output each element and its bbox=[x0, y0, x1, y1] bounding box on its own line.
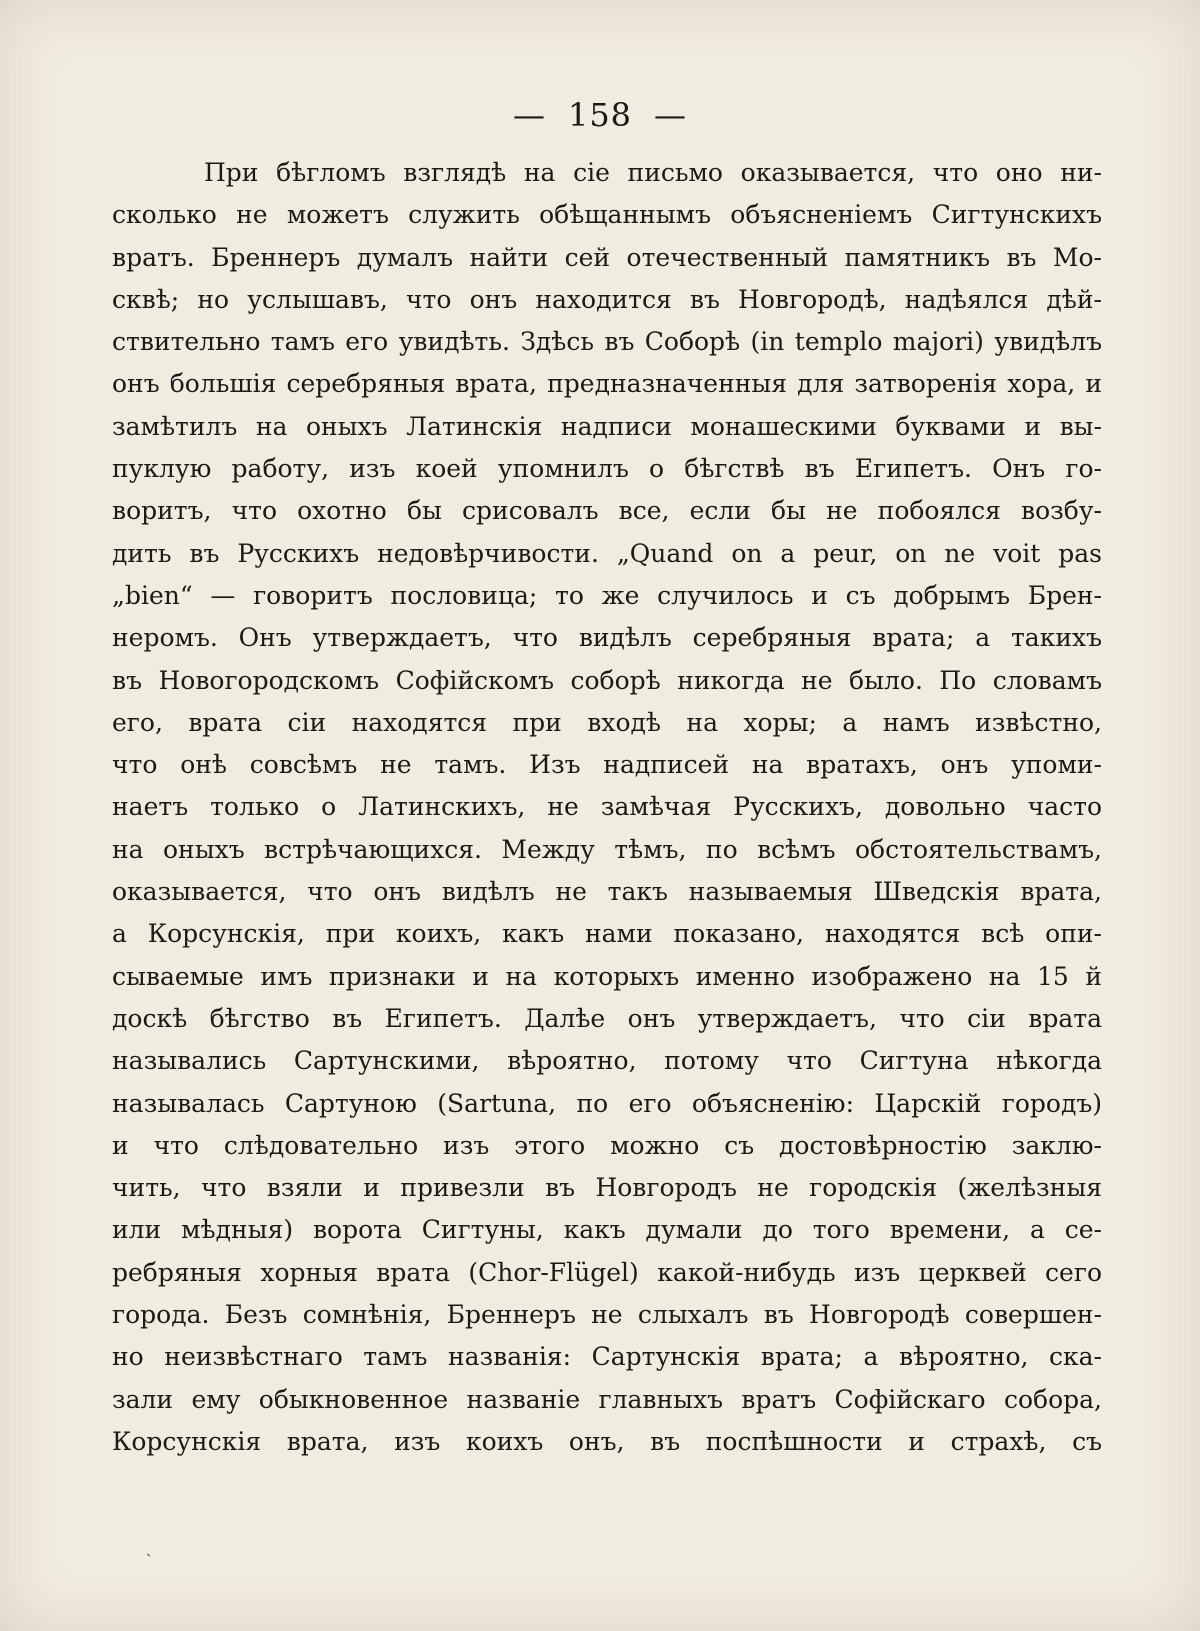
text-line: сколько не можетъ служить обѣщаннымъ объясненіемъ Сигтунскихъ bbox=[112, 200, 1102, 230]
text-line: вратъ. Бреннеръ думалъ найти сей отечественный памятникъ въ Мо- bbox=[112, 242, 1102, 272]
text-line: пуклую работу, изъ коей упомнилъ о бѣгствѣ въ Египетъ. Онъ го- bbox=[112, 454, 1102, 484]
text-line: доскѣ бѣгство въ Египетъ. Далѣе онъ утверждаетъ, что сіи врата bbox=[112, 1003, 1102, 1033]
stray-mark: ˎ bbox=[146, 1538, 152, 1557]
text-line: При бѣгломъ взглядѣ на сіе письмо оказывается, что оно ни- bbox=[204, 158, 1102, 187]
text-line: чить, что взяли и привезли въ Новгородъ не городскія (желѣзныя bbox=[112, 1173, 1102, 1203]
text-line: „bien“ — говоритъ пословица; то же случилось и съ добрымъ Брен- bbox=[112, 580, 1102, 610]
page-header bbox=[0, 96, 1200, 134]
text-line: сквѣ; но услышавъ, что онъ находится въ Новгородѣ, надѣялся дѣй- bbox=[112, 284, 1102, 314]
header-dash-right: — bbox=[654, 96, 688, 134]
text-line: ствительно тамъ его увидѣть. Здѣсь въ Соборѣ (in templo majori) увидѣлъ bbox=[112, 327, 1102, 357]
text-line: но неизвѣстнаго тамъ названія: Сартунскія врата; а вѣроятно, ска- bbox=[112, 1342, 1102, 1372]
text-line: его, врата сіи находятся при входѣ на хоры; а намъ извѣстно, bbox=[112, 707, 1102, 737]
text-line: зали ему обыкновенное названіе главныхъ вратъ Софійскаго собора, bbox=[112, 1384, 1102, 1414]
text-line: наетъ только о Латинскихъ, не замѣчая Русскихъ, довольно часто bbox=[112, 792, 1102, 822]
text-line: ребряныя хорныя врата (Chor-Flügel) какой-нибудь изъ церквей сего bbox=[112, 1257, 1102, 1287]
text-line: на оныхъ встрѣчающихся. Между тѣмъ, по всѣмъ обстоятельствамъ, bbox=[112, 834, 1102, 864]
text-line: дить въ Русскихъ недовѣрчивости. „Quand on a peur, on ne voit pas bbox=[112, 538, 1102, 568]
text-line: Корсунскія врата, изъ коихъ онъ, въ поспѣшности и страхѣ, съ bbox=[112, 1426, 1102, 1456]
text-line: сываемые имъ признаки и на которыхъ именно изображено на 15 й bbox=[112, 961, 1102, 991]
text-line: онъ большія серебряныя врата, предназначенныя для затворенія хора, и bbox=[112, 369, 1102, 399]
text-line: что онѣ совсѣмъ не тамъ. Изъ надписей на вратахъ, онъ упоми- bbox=[112, 750, 1102, 780]
page-number: 158 bbox=[567, 96, 633, 134]
text-line: а Корсунскія, при коихъ, какъ нами показано, находятся всѣ опи- bbox=[112, 919, 1102, 949]
text-line: и что слѣдовательно изъ этого можно съ достовѣрностію заклю- bbox=[112, 1130, 1102, 1160]
text-line: оказывается, что онъ видѣлъ не такъ называемыя Шведскія врата, bbox=[112, 877, 1102, 907]
text-line: или мѣдныя) ворота Сигтуны, какъ думали до того времени, а се- bbox=[112, 1215, 1102, 1245]
text-line: называлась Сартуною (Sartuna, по его объясненію: Царскій городъ) bbox=[112, 1088, 1102, 1118]
text-line: назывались Сартунскими, вѣроятно, потому что Сигтуна нѣкогда bbox=[112, 1046, 1102, 1076]
text-line: города. Безъ сомнѣнія, Бреннеръ не слыхалъ въ Новгородѣ совершен- bbox=[112, 1300, 1102, 1330]
header-dash-left: — bbox=[512, 96, 546, 134]
text-line: въ Новогородскомъ Софійскомъ соборѣ никогда не было. По словамъ bbox=[112, 665, 1102, 695]
text-line: неромъ. Онъ утверждаетъ, что видѣлъ серебряныя врата; а такихъ bbox=[112, 623, 1102, 653]
text-line: замѣтилъ на оныхъ Латинскія надписи монашескими буквами и вы- bbox=[112, 411, 1102, 441]
body-text bbox=[112, 152, 1102, 1463]
text-line: воритъ, что охотно бы срисовалъ все, если бы не побоялся возбу- bbox=[112, 496, 1102, 526]
